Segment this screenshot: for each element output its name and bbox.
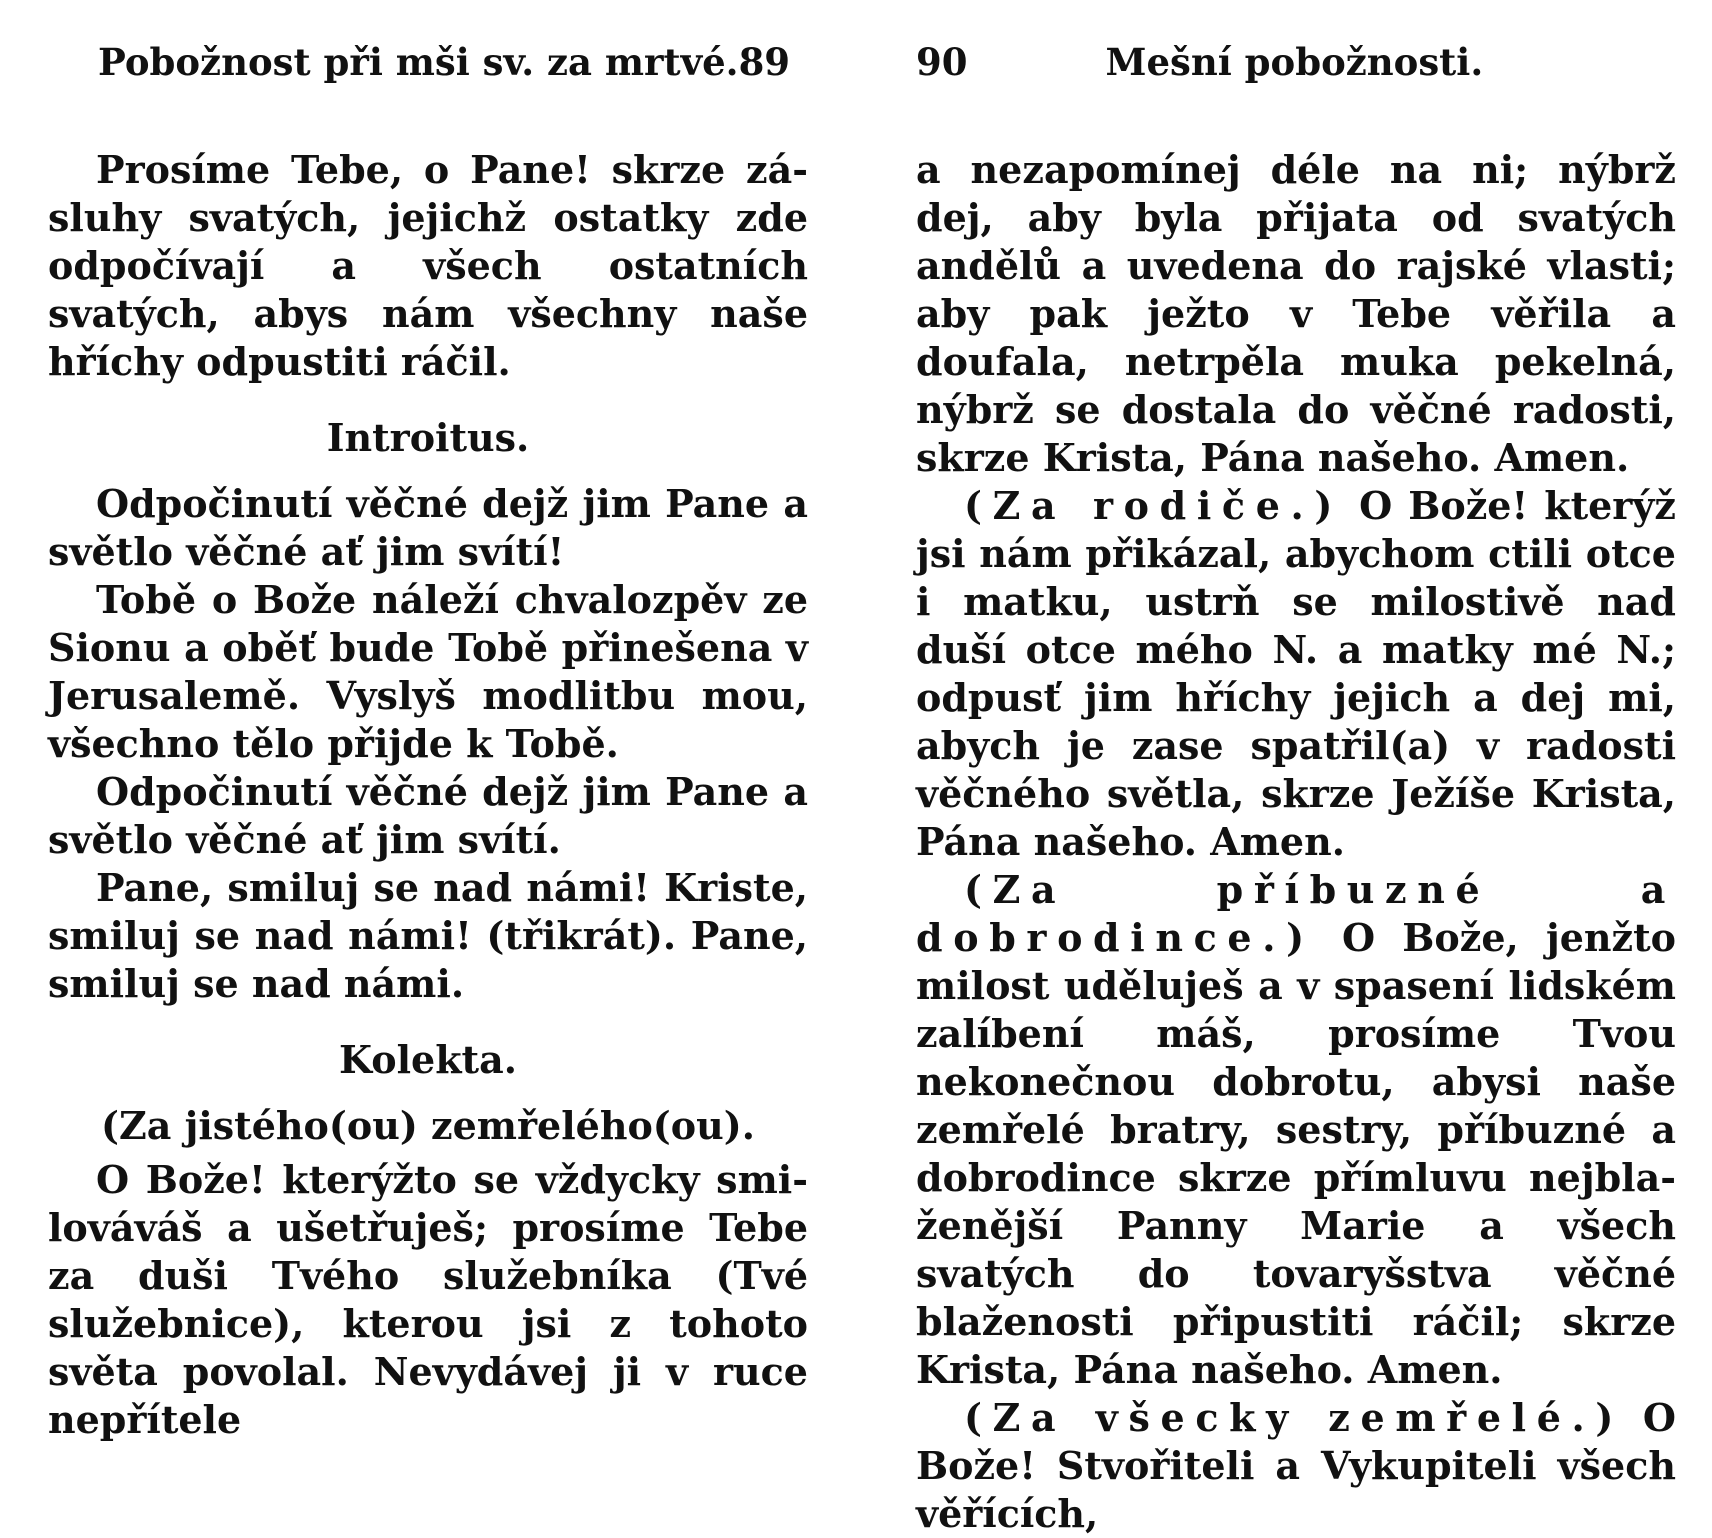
parents-prayer-text: O Bože! kterýž jsi nám přikázal, abychom ctili otce i matku, ustrň se milostivě nad duší otce mého N. a matky mé N.; odpusť jim hříchy jejich a dej mi, abych je zase spatřil(a) v radosti věčného světla, skrze Ježíše Krista, Pána našeho. Amen. [916, 483, 1676, 864]
right-page [916, 40, 1676, 1538]
introit-paragraph: Pane, smiluj se nad námi! Kriste, smiluj se nad námi! (třikrát). Pane, smiluj se nad námi. [48, 865, 808, 1006]
left-running-head-title: Pobožnost při mši sv. za mrtvé. [98, 40, 739, 84]
relatives-prayer-label: (Za příbuzné a dobrodince.) [916, 867, 1676, 960]
opening-prayer-paragraph: Prosíme Tebe, o Pane! skrze zásluhy svatých, jejichž ostatky zde odpočívají a všech ostatních svatých, abys nám všechny naše hříchy odpustiti ráčil. [48, 147, 808, 384]
all-dead-prayer-paragraph [916, 1394, 1676, 1538]
right-running-head [916, 40, 1676, 100]
collect-heading: Kolekta. [339, 1037, 517, 1082]
right-page-content [916, 146, 1676, 1538]
left-page [48, 40, 808, 1444]
right-running-head-title: Mešní pobožnosti. [1105, 40, 1484, 84]
left-running-head [48, 40, 808, 100]
introit-paragraph: Tobě o Bože náleží chvalozpěv ze Sionu a oběť bude Tobě přinešena v Jerusalemě. Vyslyš modlitbu mou, všechno tělo přijde k Tobě. [48, 577, 808, 766]
all-dead-prayer-label: (Za všecky zemřelé.) [964, 1395, 1625, 1440]
collect-paragraph: O Bože! kterýžto se vždycky smilováváš a ušetřuješ; prosíme Tebe za duši Tvého služebníka (Tvé služebnice), kterou jsi z tohoto světa povolal. Nevydávej ji v ruce nepřítele [48, 1157, 808, 1442]
all-dead-prayer-text: O Bože! Stvořiteli a Vykupiteli všech věřících, [916, 1395, 1676, 1536]
parents-prayer-label: (Za rodiče.) [964, 483, 1343, 528]
parents-prayer-paragraph [916, 482, 1676, 866]
relatives-prayer-text: O Bože, jenžto milost uděluješ a v spasení lidském zalíbení máš, prosíme Tvou nekonečnou dobrotu, abysi naše zemřelé bratry, sestry, příbuzné a dobrodince skrze přímluvu nejblaženější Panny Marie a všech svatých do tovaryšstva věčné blaženosti připustiti ráčil; skrze Krista, Pána našeho. Amen. [916, 915, 1676, 1392]
collect-subheading: (Za jistého(ou) zemřelého(ou). [101, 1103, 755, 1148]
introit-heading: Introitus. [326, 415, 530, 460]
right-page-number: 90 [916, 40, 968, 84]
relatives-prayer-paragraph [916, 866, 1676, 1394]
introit-paragraph: Odpočinutí věčné dejž jim Pane a světlo věčné ať jim svítí. [48, 769, 808, 862]
introit-paragraph: Odpočinutí věčné dejž jim Pane a světlo věčné ať jim svítí! [48, 481, 808, 574]
continuation-paragraph: a nezapomínej déle na ni; nýbrž dej, aby byla přijata od svatých andělů a uvedena do rajské vlasti; aby pak ježto v Tebe věřila a doufala, netrpěla muka pekelná, nýbrž se dostala do věčné radosti, skrze Krista, Pána našeho. Amen. [916, 147, 1676, 480]
left-page-content [48, 146, 808, 1444]
left-page-number: 89 [738, 40, 791, 84]
